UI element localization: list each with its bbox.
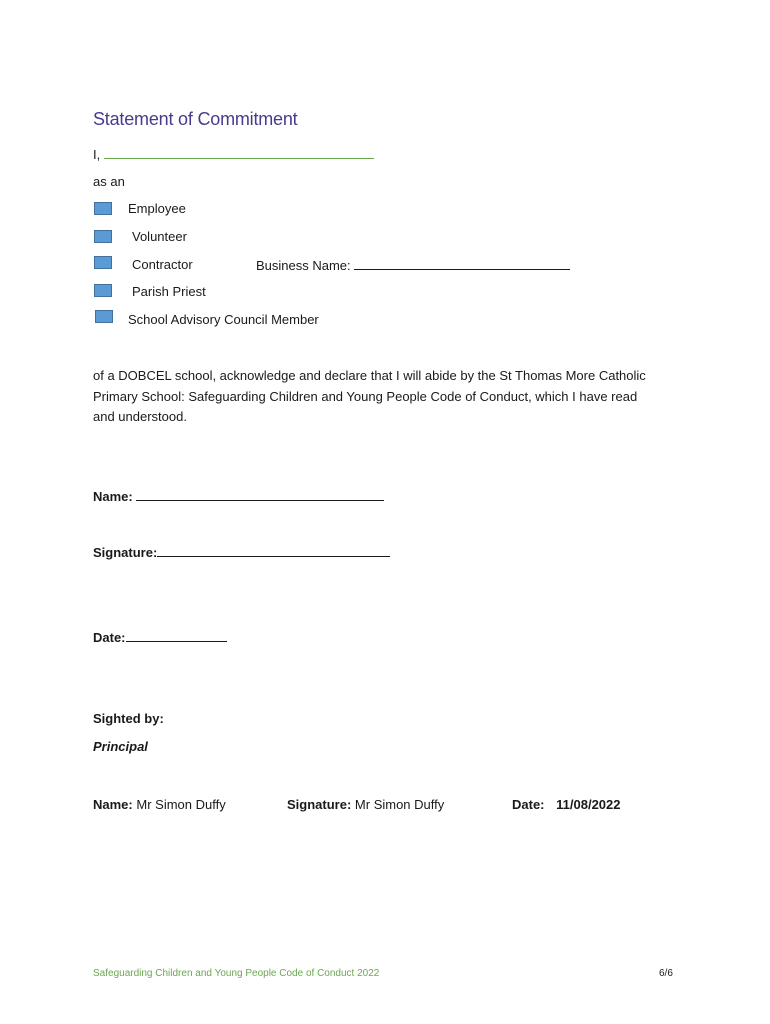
name-label: Name: — [93, 489, 133, 504]
role-label-volunteer: Volunteer — [132, 229, 187, 244]
business-name-label: Business Name: — [256, 258, 351, 273]
role-label-school-advisory-council: School Advisory Council Member — [128, 312, 319, 327]
principal-signature — [287, 797, 444, 813]
principal-name-label: Name: — [93, 797, 133, 812]
signature-field — [93, 544, 390, 561]
principal-signature-value: Mr Simon Duffy — [354, 797, 445, 812]
principal-date — [512, 797, 621, 813]
role-label-parish-priest: Parish Priest — [132, 284, 206, 299]
principal-date-value: 11/08/2022 — [556, 797, 621, 812]
name-line — [93, 146, 374, 163]
role-label-contractor: Contractor — [132, 257, 193, 272]
checkbox-volunteer[interactable] — [94, 230, 112, 243]
i-prefix: I, — [93, 147, 101, 162]
date-label: Date: — [93, 630, 126, 645]
declaration-paragraph: of a DOBCEL school, acknowledge and declare that I will abide by the St Thomas More Catholic Primary School: Safeguarding Children and Young People Code of Conduct, which I have read and understood. — [93, 368, 646, 424]
role-label-employee: Employee — [128, 201, 186, 216]
as-an-label: as an — [93, 174, 125, 189]
business-name-field — [256, 257, 570, 274]
business-name-blank[interactable] — [354, 257, 570, 270]
principal-signature-label: Signature: — [287, 797, 352, 812]
signature-label: Signature: — [93, 545, 158, 560]
name-blank[interactable] — [104, 146, 374, 159]
footer-doc-title: Safeguarding Children and Young People Code of Conduct 2022 — [93, 968, 380, 979]
name-field-blank[interactable] — [136, 488, 384, 501]
principal-name — [93, 797, 226, 813]
signature-field-blank[interactable] — [157, 544, 390, 557]
principal-label: Principal — [93, 739, 148, 754]
principal-date-label: Date: — [512, 797, 545, 812]
checkbox-employee[interactable] — [94, 202, 112, 215]
date-field-blank[interactable] — [126, 629, 227, 642]
principal-name-value: Mr Simon Duffy — [136, 797, 226, 812]
name-field — [93, 488, 384, 505]
page-title: Statement of Commitment — [93, 109, 298, 129]
checkbox-parish-priest[interactable] — [94, 284, 112, 297]
checkbox-school-advisory-council[interactable] — [95, 310, 113, 323]
sighted-by-label: Sighted by: — [93, 711, 164, 726]
checkbox-contractor[interactable] — [94, 256, 112, 269]
footer-page-number: 6/6 — [659, 968, 673, 979]
date-field — [93, 629, 227, 646]
